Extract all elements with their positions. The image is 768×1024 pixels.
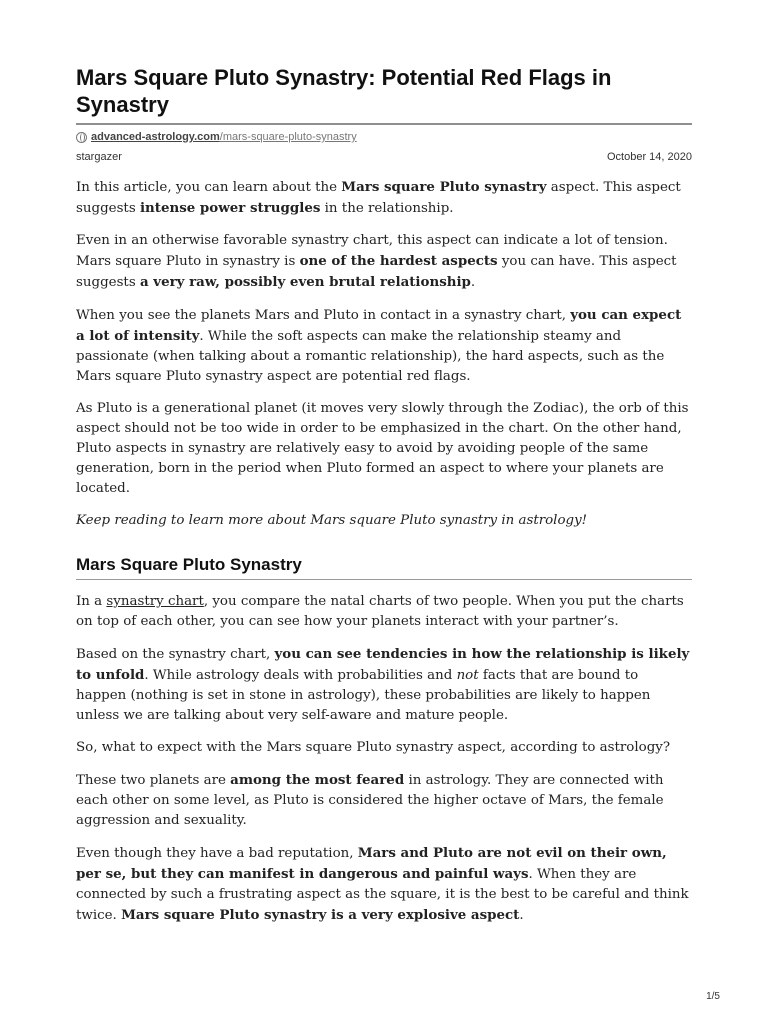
paragraph-10: Even though they have a bad reputation, Mars and Pluto are not evil on their own, per se, but they can manifest in dangerous and painful ways. When they are connected by such a frustrating aspect as the square, it is the best to be careful and think twice. Mars square Pluto synastry is a very explosive aspect. xyxy=(76,845,689,923)
paragraph-4: As Pluto is a generational planet (it moves very slowly through the Zodiac), the orb of this aspect should not be too wide in order to be emphasized in the chart. On the other hand, Pluto aspects in synastry are relatively easy to avoid by avoiding people of the same generation, born in the period when Pluto formed an aspect to where your planets are located. xyxy=(76,401,689,496)
publish-date: October 14, 2020 xyxy=(606,151,692,163)
section-divider xyxy=(76,579,692,580)
title-divider xyxy=(76,123,692,125)
synastry-chart-link[interactable]: synastry chart xyxy=(106,594,204,609)
section-heading: Mars Square Pluto Synastry xyxy=(76,555,302,574)
source-link-row[interactable] xyxy=(76,131,692,143)
paragraph-7: Based on the synastry chart, you can see tendencies in how the relationship is likely to unfold. While astrology deals with probabilities and not facts that are bound to happen (nothing is set in stone in astrology), these probabilities are likely to happen unless we are talking about very self-aware and mature people. xyxy=(76,646,690,723)
paragraph-6: In a synastry chart, you compare the natal charts of two people. When you put the charts on top of each other, you can see how your planets interact with your partner’s. xyxy=(76,594,684,629)
paragraph-1: In this article, you can learn about the Mars square Pluto synastry aspect. This aspect suggests intense power struggles in the relationship. xyxy=(76,179,681,216)
byline xyxy=(76,151,692,163)
article-title: Mars Square Pluto Synastry: Potential Red Flags in Synastry xyxy=(76,65,612,117)
paragraph-3: When you see the planets Mars and Pluto in contact in a synastry chart, you can expect a lot of intensity. While the soft aspects can make the relationship steamy and passionate (when talking about a romantic relationship), the hard aspects, such as the Mars square Pluto synastry aspect are potential red flags. xyxy=(76,307,682,384)
page-number: 1/5 xyxy=(706,991,720,1002)
paragraph-5: Keep reading to learn more about Mars square Pluto synastry in astrology! xyxy=(76,513,588,528)
author: stargazer xyxy=(76,151,122,163)
source-path[interactable]: /mars-square-pluto-synastry xyxy=(219,131,357,143)
globe-icon xyxy=(76,132,87,143)
source-domain[interactable]: advanced-astrology.com xyxy=(91,131,220,143)
source-link[interactable] xyxy=(91,131,357,143)
paragraph-8: So, what to expect with the Mars square Pluto synastry aspect, according to astrology? xyxy=(76,740,671,755)
paragraph-2: Even in an otherwise favorable synastry chart, this aspect can indicate a lot of tension. Mars square Pluto in synastry is one of the hardest aspects you can have. This aspect suggests a very raw, possibly even brutal relationship. xyxy=(76,233,677,290)
paragraph-9: These two planets are among the most feared in astrology. They are connected with each other on some level, as Pluto is considered the higher octave of Mars, the female aggression and sexuality. xyxy=(76,772,664,828)
